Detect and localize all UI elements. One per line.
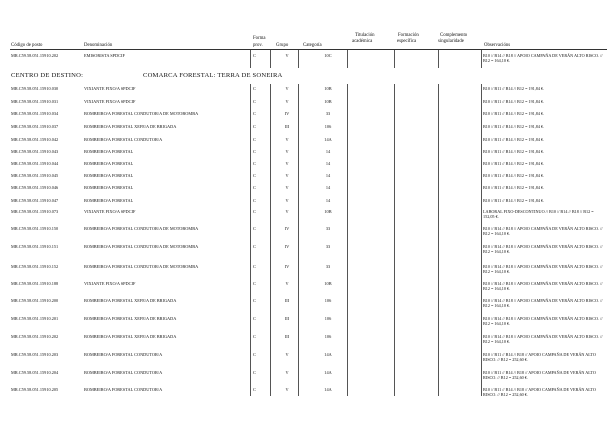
posto-observacions: LABORAL FIXO-DESCONTINUO // B10 // B14 // B18 // B12 = 152,05 €. [483, 209, 594, 219]
posto-grupo: V [285, 99, 289, 104]
posto-grupo: V [285, 149, 289, 154]
posto-forma: C [253, 387, 256, 392]
posto-categoria: 33 [325, 244, 331, 249]
posto-categoria: 33 [325, 111, 331, 116]
posto-grupo: V [285, 161, 289, 166]
posto-observacions: B10 // B11 // B14 // B18 // APOIO CAMPAÑA DE VERÁN ALTO RISCO. // B12 = 252,60 €. [483, 370, 596, 380]
column-divider [394, 50, 395, 68]
header-codigo: Código de posto [11, 43, 43, 48]
posto-code: MR.C59.58.051.15910.030 [11, 86, 59, 91]
column-divider [270, 84, 271, 396]
posto-categoria: 10B [324, 281, 332, 286]
posto-forma: C [253, 298, 256, 303]
posto-forma: C [253, 173, 256, 178]
posto-denominacion: VIXIANTE FIXO/A SPDCIF [84, 86, 136, 91]
posto-categoria: 14A [324, 370, 332, 375]
posto-grupo: IV [284, 226, 290, 231]
posto-grupo: III [284, 334, 290, 339]
column-divider [298, 50, 299, 68]
posto-observacions: B10 // B14 // B18 // APOIO CAMPAÑA DE VERÁN ALTO RISCO. // B12 = 164,10 €. [483, 264, 603, 274]
posto-denominacion: BOMBEIRO/A FORESTAL CONDUTOR/A [84, 352, 163, 357]
posto-denominacion: VIXIANTE FIXO/A SPDCIF [84, 99, 136, 104]
column-divider [438, 50, 439, 68]
posto-observacions: B10 // B14 // B18 // APOIO CAMPAÑA DE VERÁN ALTO RISCO. // B12 = 164,10 €. [483, 244, 603, 254]
posto-categoria: 33 [325, 226, 331, 231]
posto-denominacion: BOMBEIRO/A FORESTAL [84, 198, 134, 203]
posto-observacions: B10 // B11 // B14 // B18 // APOIO CAMPAÑA DE VERÁN ALTO RISCO. // B12 = 252,60 €. [483, 352, 596, 362]
posto-categoria: 10B [324, 209, 332, 214]
posto-grupo: V [285, 137, 289, 142]
column-divider [270, 50, 271, 68]
posto-denominacion: BOMBEIRO/A FORESTAL XEFE/A DE BRIGADA [84, 124, 177, 129]
column-divider [438, 84, 439, 396]
header-titulacion-line2: académica [352, 39, 373, 44]
posto-grupo: IV [284, 264, 290, 269]
posto-forma: C [253, 370, 256, 375]
posto-grupo: III [284, 124, 290, 129]
header-observacions: Observacións [484, 43, 511, 48]
posto-code: MR.C59.58.051.15910.046 [11, 185, 59, 190]
column-divider [481, 84, 482, 396]
posto-categoria: 33 [325, 264, 331, 269]
posto-forma: C [253, 264, 256, 269]
posto-denominacion: BOMBEIRO/A FORESTAL [84, 173, 134, 178]
posto-code: MR.C59.58.051.15910.201 [11, 316, 59, 321]
posto-code: MR.C59.58.051.15910.042 [11, 137, 59, 142]
header-forma-line2: prov. [253, 43, 263, 48]
posto-denominacion: BOMBEIRO/A FORESTAL CONDUTOR/A [84, 387, 163, 392]
posto-categoria: 10B [324, 86, 332, 91]
header-titulacion-line1: Titulación [355, 33, 375, 38]
posto-denominacion: BOMBEIRO/A FORESTAL XEFE/A DE BRIGADA [84, 316, 177, 321]
posto-code: MR.C59.58.051.15910.037 [11, 124, 59, 129]
posto-forma: C [253, 185, 256, 190]
posto-denominacion: BOMBEIRO/A FORESTAL XEFE/A DE BRIGADA [84, 298, 177, 303]
posto-denominacion: BOMBEIRO/A FORESTAL CONDUTOR/A DE MOTOBOMBA [84, 226, 199, 231]
posto-forma: C [253, 137, 256, 142]
header-rule [10, 49, 607, 50]
header-complemento-line1: Complemento [440, 33, 468, 38]
posto-forma: C [253, 226, 256, 231]
posto-forma: C [253, 352, 256, 357]
posto-grupo: IV [284, 111, 290, 116]
header-formacion-line2: específica [397, 39, 417, 44]
posto-categoria: 106 [324, 124, 332, 129]
posto-forma: C [253, 316, 256, 321]
posto-code: MR.C59.58.051.15910.151 [11, 244, 59, 249]
posto-denominacion: BOMBEIRO/A FORESTAL CONDUTOR/A DE MOTOBOMBA [84, 264, 199, 269]
posto-categoria: 10B [324, 99, 332, 104]
posto-code: MR.C59.58.051.15910.073 [11, 209, 59, 214]
posto-observacions: B10 // B14 // B18 // APOIO CAMPAÑA DE VERÁN ALTO RISCO. // B12 = 164,10 €. [483, 316, 603, 326]
posto-observacions: B10 // B11 // B14 // B12 = 191,84 €. [483, 198, 545, 203]
posto-denominacion: BOMBEIRO/A FORESTAL CONDUTOR/A DE MOTOBOMBA [84, 244, 199, 249]
posto-code: MR.C59.58.051.15910.205 [11, 387, 59, 392]
posto-code: MR.C59.58.051.15910.045 [11, 173, 59, 178]
posto-grupo: III [284, 298, 290, 303]
posto-observacions: B10 // B14 // B18 // APOIO CAMPAÑA DE VERÁN ALTO RISCO. // B12 = 164,10 €. [483, 298, 603, 308]
posto-observacions: B10 // B11 // B14 // B12 = 191,84 €. [483, 99, 545, 104]
posto-denominacion: BOMBEIRO/A FORESTAL CONDUTOR/A [84, 137, 163, 142]
posto-grupo: V [285, 352, 289, 357]
posto-forma: C [253, 161, 256, 166]
posto-categoria: 14A [324, 387, 332, 392]
posto-grupo: III [284, 316, 290, 321]
posto-grupo: V [285, 53, 289, 58]
posto-denominacion: BOMBEIRO/A FORESTAL XEFE/A DE BRIGADA [84, 334, 177, 339]
posto-forma: C [253, 111, 256, 116]
header-categoria: Categoría [303, 43, 322, 48]
posto-observacions: B10 // B14 // B18 // APOIO CAMPAÑA DE VERÁN ALTO RISCO. // B12 = 164,10 €. [483, 226, 603, 236]
posto-categoria: 14 [325, 149, 331, 154]
column-divider [298, 84, 299, 396]
posto-grupo: V [285, 370, 289, 375]
column-divider [250, 50, 251, 68]
posto-code: MR.C59.58.051.15910.202 [11, 53, 59, 58]
header-complemento-line2: singularidade [438, 39, 464, 44]
posto-observacions: B10 // B11 // B14 // B12 = 191,84 €. [483, 124, 545, 129]
posto-categoria: 14A [324, 137, 332, 142]
posto-grupo: V [285, 387, 289, 392]
posto-observacions: B10 // B11 // B14 // B18 // APOIO CAMPAÑA DE VERÁN ALTO RISCO. // B12 = 252,60 €. [483, 387, 596, 397]
posto-grupo: IV [284, 244, 290, 249]
posto-forma: C [253, 149, 256, 154]
header-formacion-line1: Formación [398, 33, 419, 38]
posto-categoria: 14 [325, 173, 331, 178]
posto-code: MR.C59.58.051.15910.200 [11, 298, 59, 303]
posto-forma: C [253, 209, 256, 214]
column-divider [394, 84, 395, 396]
posto-categoria: 14 [325, 185, 331, 190]
posto-categoria: 10C [324, 53, 332, 58]
posto-categoria: 14 [325, 198, 331, 203]
posto-grupo: V [285, 281, 289, 286]
posto-forma: C [253, 124, 256, 129]
posto-code: MR.C59.58.051.15910.202 [11, 334, 59, 339]
posto-denominacion: BOMBEIRO/A FORESTAL [84, 185, 134, 190]
posto-denominacion: VIXIANTE FIXO/A SPDCIF [84, 209, 136, 214]
posto-observacions: B10 // B14 // B18 // APOIO CAMPAÑA DE VERÁN ALTO RISCO. // B12 = 164,10 €. [483, 53, 603, 63]
posto-code: MR.C59.58.051.15910.152 [11, 264, 59, 269]
posto-categoria: 14A [324, 352, 332, 357]
header-forma-line1: Forma [253, 36, 266, 41]
posto-observacions: B10 // B11 // B14 // B12 = 191,84 €. [483, 161, 545, 166]
posto-code: MR.C59.58.051.15910.188 [11, 281, 59, 286]
posto-grupo: V [285, 209, 289, 214]
posto-code: MR.C59.58.051.15910.034 [11, 111, 59, 116]
posto-code: MR.C59.58.051.15910.044 [11, 161, 59, 166]
posto-categoria: 106 [324, 298, 332, 303]
posto-forma: C [253, 99, 256, 104]
posto-observacions: B10 // B11 // B14 // B12 = 191,84 €. [483, 173, 545, 178]
posto-forma: C [253, 86, 256, 91]
posto-observacions: B10 // B11 // B14 // B12 = 191,84 €. [483, 149, 545, 154]
posto-observacions: B10 // B11 // B14 // B12 = 191,84 €. [483, 137, 545, 142]
posto-code: MR.C59.58.051.15910.204 [11, 370, 59, 375]
section-title: COMARCA FORESTAL: TERRA DE SONEIRA [143, 72, 283, 79]
posto-code: MR.C59.58.051.15910.203 [11, 352, 59, 357]
posto-denominacion: BOMBEIRO/A FORESTAL [84, 161, 134, 166]
posto-forma: C [253, 281, 256, 286]
posto-denominacion: BOMBEIRO/A FORESTAL CONDUTOR/A DE MOTOBOMBA [84, 111, 199, 116]
posto-observacions: B10 // B14 // B18 // APOIO CAMPAÑA DE VERÁN ALTO RISCO. // B12 = 164,10 €. [483, 334, 603, 344]
posto-categoria: 106 [324, 334, 332, 339]
posto-code: MR.C59.58.051.15910.031 [11, 99, 59, 104]
posto-code: MR.C59.58.051.15910.043 [11, 149, 59, 154]
posto-observacions: B10 // B11 // B14 // B12 = 191,84 €. [483, 185, 545, 190]
posto-forma: C [253, 53, 256, 58]
header-denominacion: Denominación [84, 43, 113, 48]
posto-denominacion: BOMBEIRO/A FORESTAL [84, 149, 134, 154]
section-label: CENTRO DE DESTINO: [11, 72, 84, 79]
column-divider [347, 50, 348, 68]
posto-code: MR.C59.58.051.15910.150 [11, 226, 59, 231]
posto-grupo: V [285, 173, 289, 178]
posto-forma: C [253, 334, 256, 339]
posto-denominacion: VIXIANTE FIXO/A SPDCIF [84, 281, 136, 286]
posto-grupo: V [285, 198, 289, 203]
header-grupo: Grupo [276, 43, 289, 48]
column-divider [250, 84, 251, 396]
posto-denominacion: BOMBEIRO/A FORESTAL CONDUTOR/A [84, 370, 163, 375]
posto-forma: C [253, 198, 256, 203]
posto-observacions: B10 // B11 // B14 // B12 = 191,84 €. [483, 111, 545, 116]
posto-observacions: B10 // B14 // B18 // APOIO CAMPAÑA DE VERÁN ALTO RISCO. // B12 = 164,10 €. [483, 281, 603, 291]
posto-denominacion: EMISORISTA SPDCIF [84, 53, 125, 58]
posto-categoria: 14 [325, 161, 331, 166]
posto-code: MR.C59.58.051.15910.047 [11, 198, 59, 203]
column-divider [347, 84, 348, 396]
column-divider [481, 50, 482, 68]
posto-observacions: B10 // B11 // B14 // B12 = 191,84 €. [483, 86, 545, 91]
posto-categoria: 106 [324, 316, 332, 321]
posto-grupo: V [285, 185, 289, 190]
posto-forma: C [253, 244, 256, 249]
posto-grupo: V [285, 86, 289, 91]
